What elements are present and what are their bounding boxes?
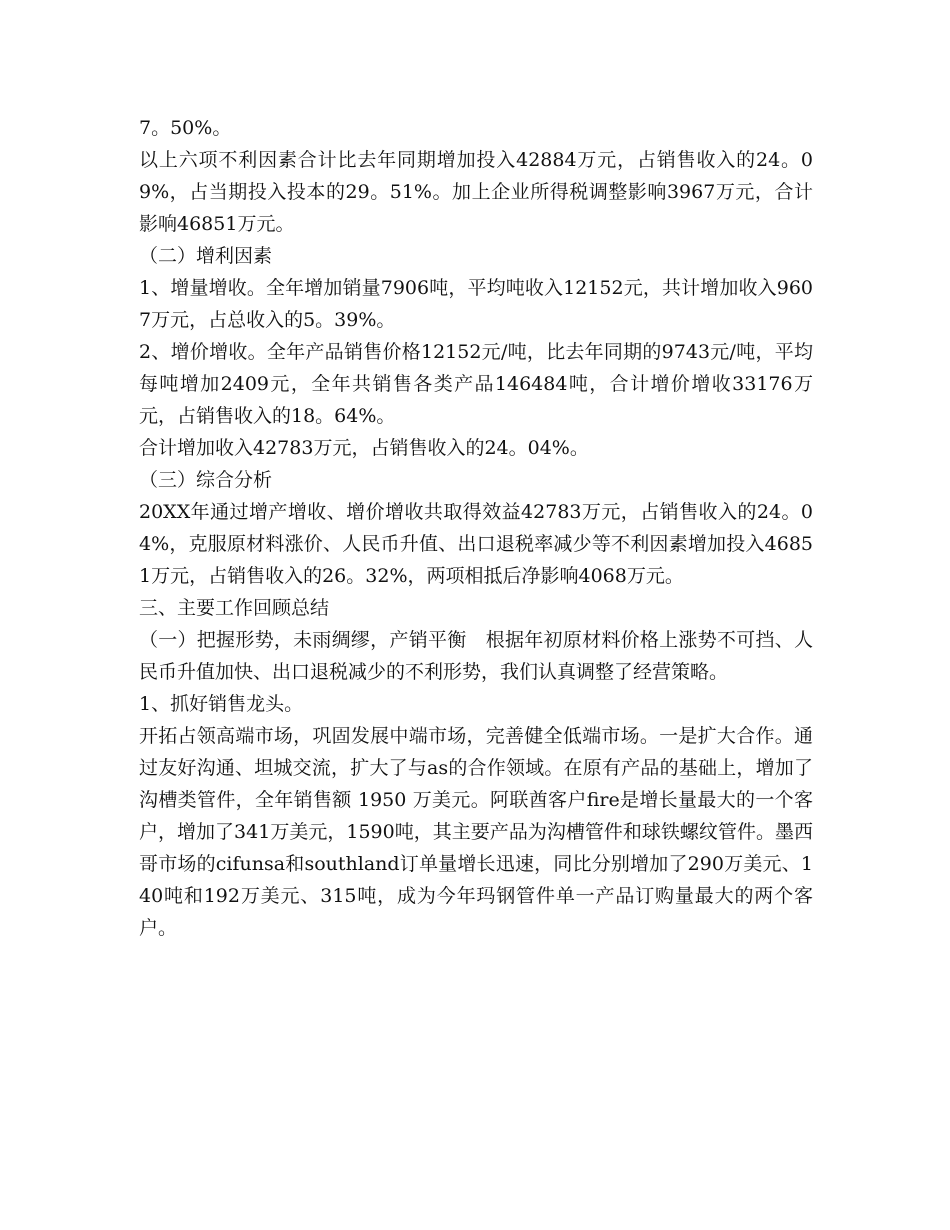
paragraph-grasp-situation: （一）把握形势，未雨绸缪，产销平衡 根据年初原材料价格上涨势不可挡、人民币升值加快、出口退税减少的不利形势，我们认真调整了经营策略。	[139, 629, 813, 683]
heading-work-review: 三、主要工作回顾总结	[139, 597, 330, 619]
paragraph-market-expansion: 开拓占领高端市场，巩固发展中端市场，完善健全低端市场。一是扩大合作。通过友好沟通、坦城交流，扩大了与as的合作领域。在原有产品的基础上，增加了沟槽类管件，全年销售额 1950 万美元。阿联酋客户fire是增长量最大的一个客户，增加了341万美元，1590吨，其主要产品为沟槽管件和球铁螺纹管件。墨西哥市场的cifunsa和southland订单量增长迅速，同比分别增加了290万美元、140吨和192万美元、315吨，成为今年玛钢管件单一产品订购量最大的两个客户。	[139, 725, 813, 939]
paragraph-volume-increase: 1、增量增收。全年增加销量7906吨，平均吨收入12152元，共计增加收入9607万元，占总收入的5。39%。	[139, 277, 813, 331]
heading-comprehensive-analysis: （三）综合分析	[139, 469, 273, 491]
paragraph-unfavorable-total: 以上六项不利因素合计比去年同期增加投入42884万元，占销售收入的24。09%，占当期投入投本的29。51%。加上企业所得税调整影响3967万元，合计影响46851万元。	[139, 149, 813, 235]
paragraph-analysis: 20XX年通过增产增收、增价增收共取得效益42783万元，占销售收入的24。04%，克服原材料涨价、人民币升值、出口退税率减少等不利因素增加投入46851万元，占销售收入的26。32%，两项相抵后净影响4068万元。	[139, 501, 813, 587]
heading-sales: 1、抓好销售龙头。	[139, 693, 304, 715]
heading-profit-factors: （二）增利因素	[139, 245, 273, 267]
paragraph-total-increase: 合计增加收入42783万元，占销售收入的24。04%。	[139, 437, 589, 459]
paragraph-price-increase: 2、增价增收。全年产品销售价格12152元/吨，比去年同期的9743元/吨，平均每吨增加2409元，全年共销售各类产品146484吨，合计增价增收33176万元，占销售收入的18。64%。	[139, 341, 813, 427]
document-page	[139, 112, 813, 944]
paragraph-continuation: 7。50%。	[139, 117, 232, 139]
